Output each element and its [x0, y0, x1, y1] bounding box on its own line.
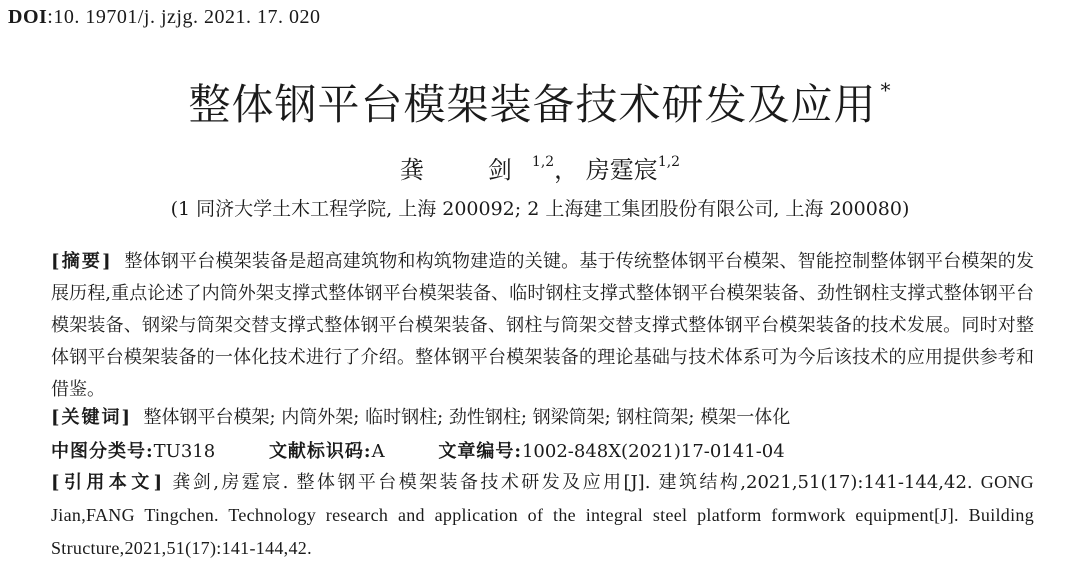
paper-title: [0, 72, 1080, 132]
citation-text-cn: 龚剑,房霆宸. 整体钢平台模架装备技术研发及应用[J]. 建筑结构,2021,51(17):141-144,42.: [172, 472, 973, 493]
author-affiliation-sup: 1,2: [531, 154, 555, 170]
citation-text-en: GONG Jian,FANG Tingchen. Technology research and application of the integral steel platform formwork equipment[J]. Building Structure,2021,51(17):141-144,42.: [51, 472, 1034, 558]
abstract: [51, 246, 1034, 406]
affiliation: (1 同济大学土木工程学院, 上海 200092; 2 上海建工集团股份有限公司, 上海 200080): [170, 198, 910, 220]
paper-title-text: 整体钢平台模架装备技术研发及应用: [188, 80, 877, 129]
author-name: 房霆宸: [585, 156, 658, 184]
keywords-tag: [关键词]: [51, 407, 133, 428]
author-name: 龚 剑: [399, 156, 532, 184]
doi-line: [8, 6, 320, 29]
title-footnote-marker: *: [880, 78, 892, 102]
doi-value: :10. 19701/j. jzjg. 2021. 17. 020: [47, 6, 321, 28]
doi-label: DOI: [8, 6, 48, 28]
article-number: 文章编号:1002-848X(2021)17-0141-04: [438, 441, 785, 462]
citation: [51, 466, 1034, 565]
abstract-tag: [摘要]: [51, 251, 113, 272]
document-code: 文献标识码:A: [268, 441, 385, 462]
classification-line: [51, 436, 1034, 468]
citation-tag: [引用本文]: [51, 472, 165, 493]
author-affiliation-sup: 1,2: [657, 154, 681, 170]
keywords: [51, 402, 1034, 434]
author-list: [0, 150, 1080, 185]
clc-number: 中图分类号:TU318: [51, 441, 216, 462]
author-separator: ，: [554, 156, 579, 184]
abstract-text: 整体钢平台模架装备是超高建筑物和构筑物建造的关键。基于传统整体钢平台模架、智能控制整体钢平台模架的发展历程,重点论述了内筒外架支撑式整体钢平台模架装备、临时钢柱支撑式整体钢平台模架装备、劲性钢柱支撑式整体钢平台模架装备、钢梁与筒架交替支撑式整体钢平台模架装备、钢柱与筒架交替支撑式整体钢平台模架装备的技术发展。同时对整体钢平台模架装备的一体化技术进行了介绍。整体钢平台模架装备的理论基础与技术体系可为今后该技术的应用提供参考和借鉴。: [51, 251, 1034, 400]
keywords-text: 整体钢平台模架; 内筒外架; 临时钢柱; 劲性钢柱; 钢梁筒架; 钢柱筒架; 模架一体化: [143, 407, 791, 428]
